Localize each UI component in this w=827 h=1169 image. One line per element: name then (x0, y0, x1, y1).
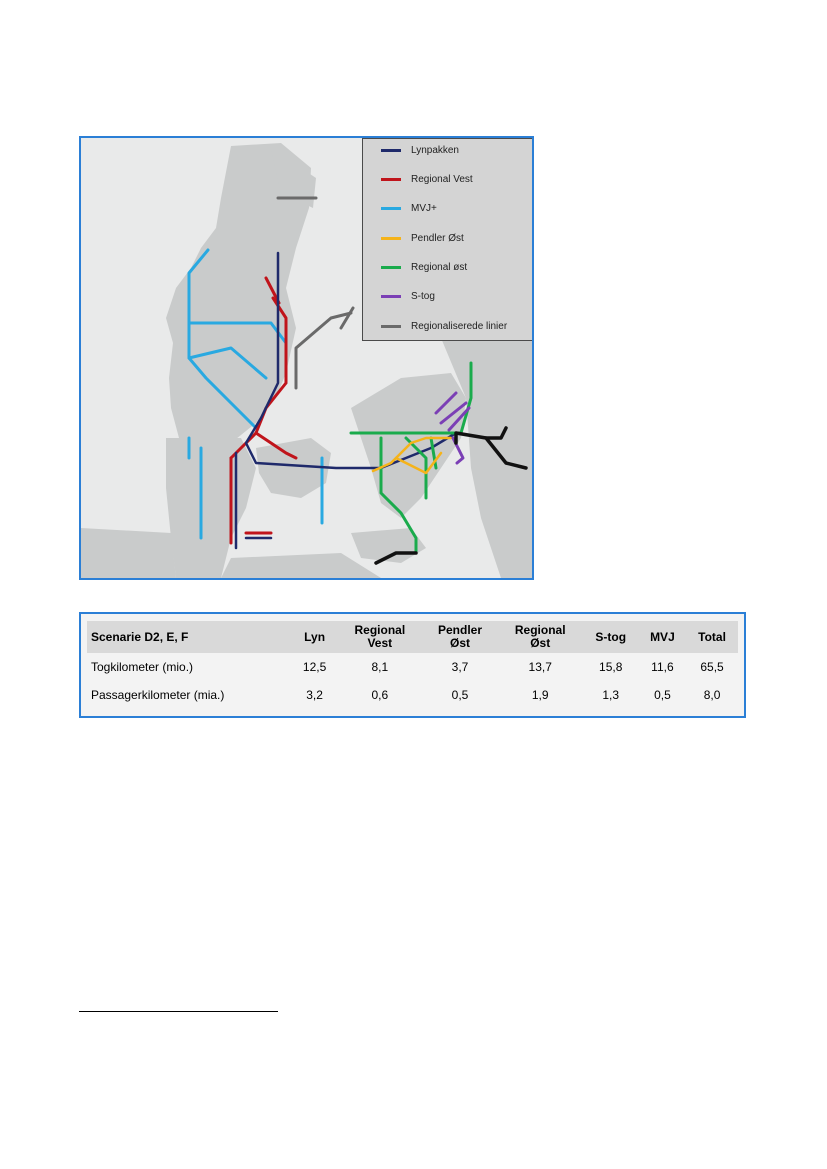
header-line: Vest (367, 636, 393, 650)
legend-swatch (381, 178, 401, 181)
legend-item-lynpakken (381, 143, 459, 157)
table-header-cell: MVJ (639, 621, 686, 653)
table-cell: 1,9 (531, 688, 549, 702)
legend-item-regional-ost (381, 260, 467, 274)
header-line: Pendler (438, 623, 483, 637)
footnote-separator (79, 1011, 278, 1012)
table-header-cell: S-tog (583, 621, 639, 653)
table-cell: 3,7 (451, 660, 469, 674)
table-cell: 0,5 (451, 688, 469, 702)
table-cell: 3,2 (306, 688, 323, 702)
table-header-cell (337, 621, 422, 653)
legend-swatch (381, 325, 401, 328)
table-header-cell: Lyn (292, 621, 337, 653)
scenario-table (87, 621, 738, 709)
table-row (87, 653, 738, 681)
rail-network-map (79, 136, 534, 580)
table-cell: 15,8 (599, 660, 623, 674)
table-cell: Passagerkilometer (mia.) (91, 688, 225, 702)
legend-label: Regionaliserede linier (411, 320, 508, 332)
table-cell: 11,6 (651, 660, 674, 674)
legend-item-regionaliserede (381, 319, 507, 333)
header-line: Øst (450, 636, 471, 650)
header-line: Øst (530, 636, 551, 650)
legend-label: Lynpakken (411, 144, 459, 156)
land-sweden (441, 318, 532, 578)
table-cell: Togkilometer (mio.) (91, 660, 194, 674)
legend-label: S-tog (411, 290, 435, 302)
header-line: Regional (354, 623, 406, 637)
legend-item-s-tog (381, 289, 435, 303)
legend-item-pendler-ost (381, 231, 464, 245)
legend-label: Regional øst (411, 261, 468, 273)
table-cell: 8,1 (371, 660, 389, 674)
table-cell: 0,5 (654, 688, 671, 702)
table-cell: 8,0 (703, 688, 721, 702)
legend-swatch (381, 266, 401, 269)
legend-item-regional-vest (381, 172, 473, 186)
table-header-row (87, 621, 738, 653)
map-legend (362, 138, 534, 341)
legend-label: Pendler Øst (411, 232, 464, 244)
table-header-cell (498, 621, 583, 653)
table-cell: 65,5 (700, 660, 724, 674)
scenario-table-frame (79, 612, 746, 718)
legend-label: MVJ+ (411, 202, 437, 214)
legend-item-mvj (381, 201, 437, 215)
table-header-cell: Total (686, 621, 738, 653)
legend-swatch (381, 207, 401, 210)
land-jutland-south (166, 438, 256, 578)
table-header-cell: Scenarie D2, E, F (87, 621, 292, 653)
legend-swatch (381, 295, 401, 298)
table-cell: 0,6 (371, 688, 389, 702)
table-row (87, 681, 738, 709)
table-header-cell (422, 621, 497, 653)
legend-swatch (381, 149, 401, 152)
table-cell: 12,5 (302, 660, 327, 674)
legend-swatch (381, 237, 401, 240)
table-cell: 1,3 (602, 688, 620, 702)
legend-label: Regional Vest (411, 173, 473, 185)
header-line: Regional (514, 623, 566, 637)
table-cell: 13,7 (528, 660, 552, 674)
